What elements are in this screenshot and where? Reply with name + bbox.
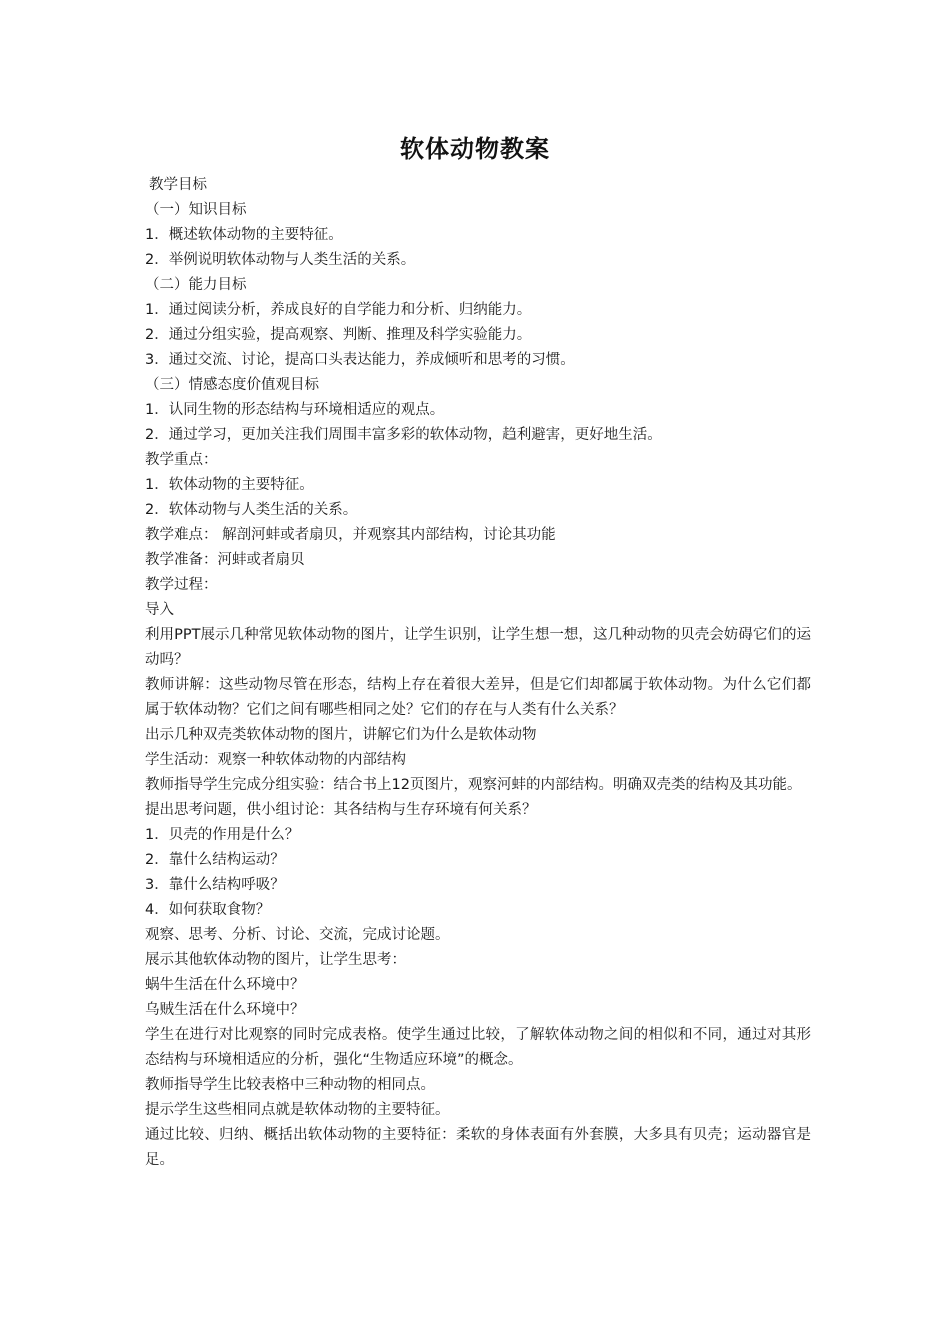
body-paragraph: 利用PPT展示几种常见软体动物的图片，让学生识别，让学生想一想，这几种动物的贝壳会妨碍它们的运动吗？: [145, 627, 811, 668]
body-line: （三）情感态度价值观目标: [145, 377, 319, 393]
body-line: 1．软体动物的主要特征。: [145, 477, 314, 493]
body-line: 学生活动：观察一种软体动物的内部结构: [145, 752, 406, 768]
body-line: 乌贼生活在什么环境中？: [145, 1002, 305, 1018]
body-line: 教师指导学生比较表格中三种动物的相同点。: [145, 1077, 435, 1093]
body-line: 教学目标: [149, 177, 207, 193]
body-paragraph: 学生在进行对比观察的同时完成表格。使学生通过比较，了解软体动物之间的相似和不同，通过对其形态结构与环境相适应的分析，强化“生物适应环境”的概念。: [145, 1027, 811, 1068]
body-line: 教学重点：: [145, 452, 218, 468]
body-line: 出示几种双壳类软体动物的图片，讲解它们为什么是软体动物: [145, 727, 537, 743]
body-line: 导入: [145, 602, 174, 618]
body-line: 3．靠什么结构呼吸？: [145, 877, 285, 893]
body-line: 教学难点： 解剖河蚌或者扇贝，并观察其内部结构，讨论其功能: [145, 527, 556, 543]
body-line: 展示其他软体动物的图片，让学生思考：: [145, 952, 406, 968]
body-line: 提示学生这些相同点就是软体动物的主要特征。: [145, 1102, 450, 1118]
document-title: 软体动物教案: [400, 135, 550, 163]
body-line: 1．通过阅读分析，养成良好的自学能力和分析、归纳能力。: [145, 302, 532, 318]
body-line: 4．如何获取食物？: [145, 902, 271, 918]
body-line: 1．贝壳的作用是什么？: [145, 827, 300, 843]
body-line: 观察、思考、分析、讨论、交流，完成讨论题。: [145, 927, 450, 943]
body-line: 2．举例说明软体动物与人类生活的关系。: [145, 252, 416, 268]
body-line: 教学过程：: [145, 577, 218, 593]
body-line: 2．靠什么结构运动？: [145, 852, 285, 868]
body-line: 提出思考问题，供小组讨论：其各结构与生存环境有何关系？: [145, 802, 537, 818]
body-line: （二）能力目标: [145, 277, 247, 293]
body-line: （一）知识目标: [145, 202, 247, 218]
document-body: [145, 173, 811, 1173]
body-paragraph: 通过比较、归纳、概括出软体动物的主要特征：柔软的身体表面有外套膜，大多具有贝壳；运动器官是足。: [145, 1127, 811, 1168]
body-line: 蜗牛生活在什么环境中？: [145, 977, 305, 993]
body-line: 2．通过学习，更加关注我们周围丰富多彩的软体动物，趋利避害，更好地生活。: [145, 427, 662, 443]
body-line: 教学准备：河蚌或者扇贝: [145, 552, 305, 568]
body-paragraph: 教师指导学生完成分组实验：结合书上12页图片，观察河蚌的内部结构。明确双壳类的结构及其功能。: [145, 777, 802, 793]
body-line: 3．通过交流、讨论，提高口头表达能力，养成倾听和思考的习惯。: [145, 352, 575, 368]
body-line: 2．通过分组实验，提高观察、判断、推理及科学实验能力。: [145, 327, 532, 343]
body-line: 2．软体动物与人类生活的关系。: [145, 502, 358, 518]
body-line: 1．认同生物的形态结构与环境相适应的观点。: [145, 402, 445, 418]
body-paragraph: 教师讲解：这些动物尽管在形态，结构上存在着很大差异，但是它们却都属于软体动物。为什么它们都属于软体动物？它们之间有哪些相同之处？它们的存在与人类有什么关系？: [145, 677, 811, 718]
body-line: 1．概述软体动物的主要特征。: [145, 227, 343, 243]
